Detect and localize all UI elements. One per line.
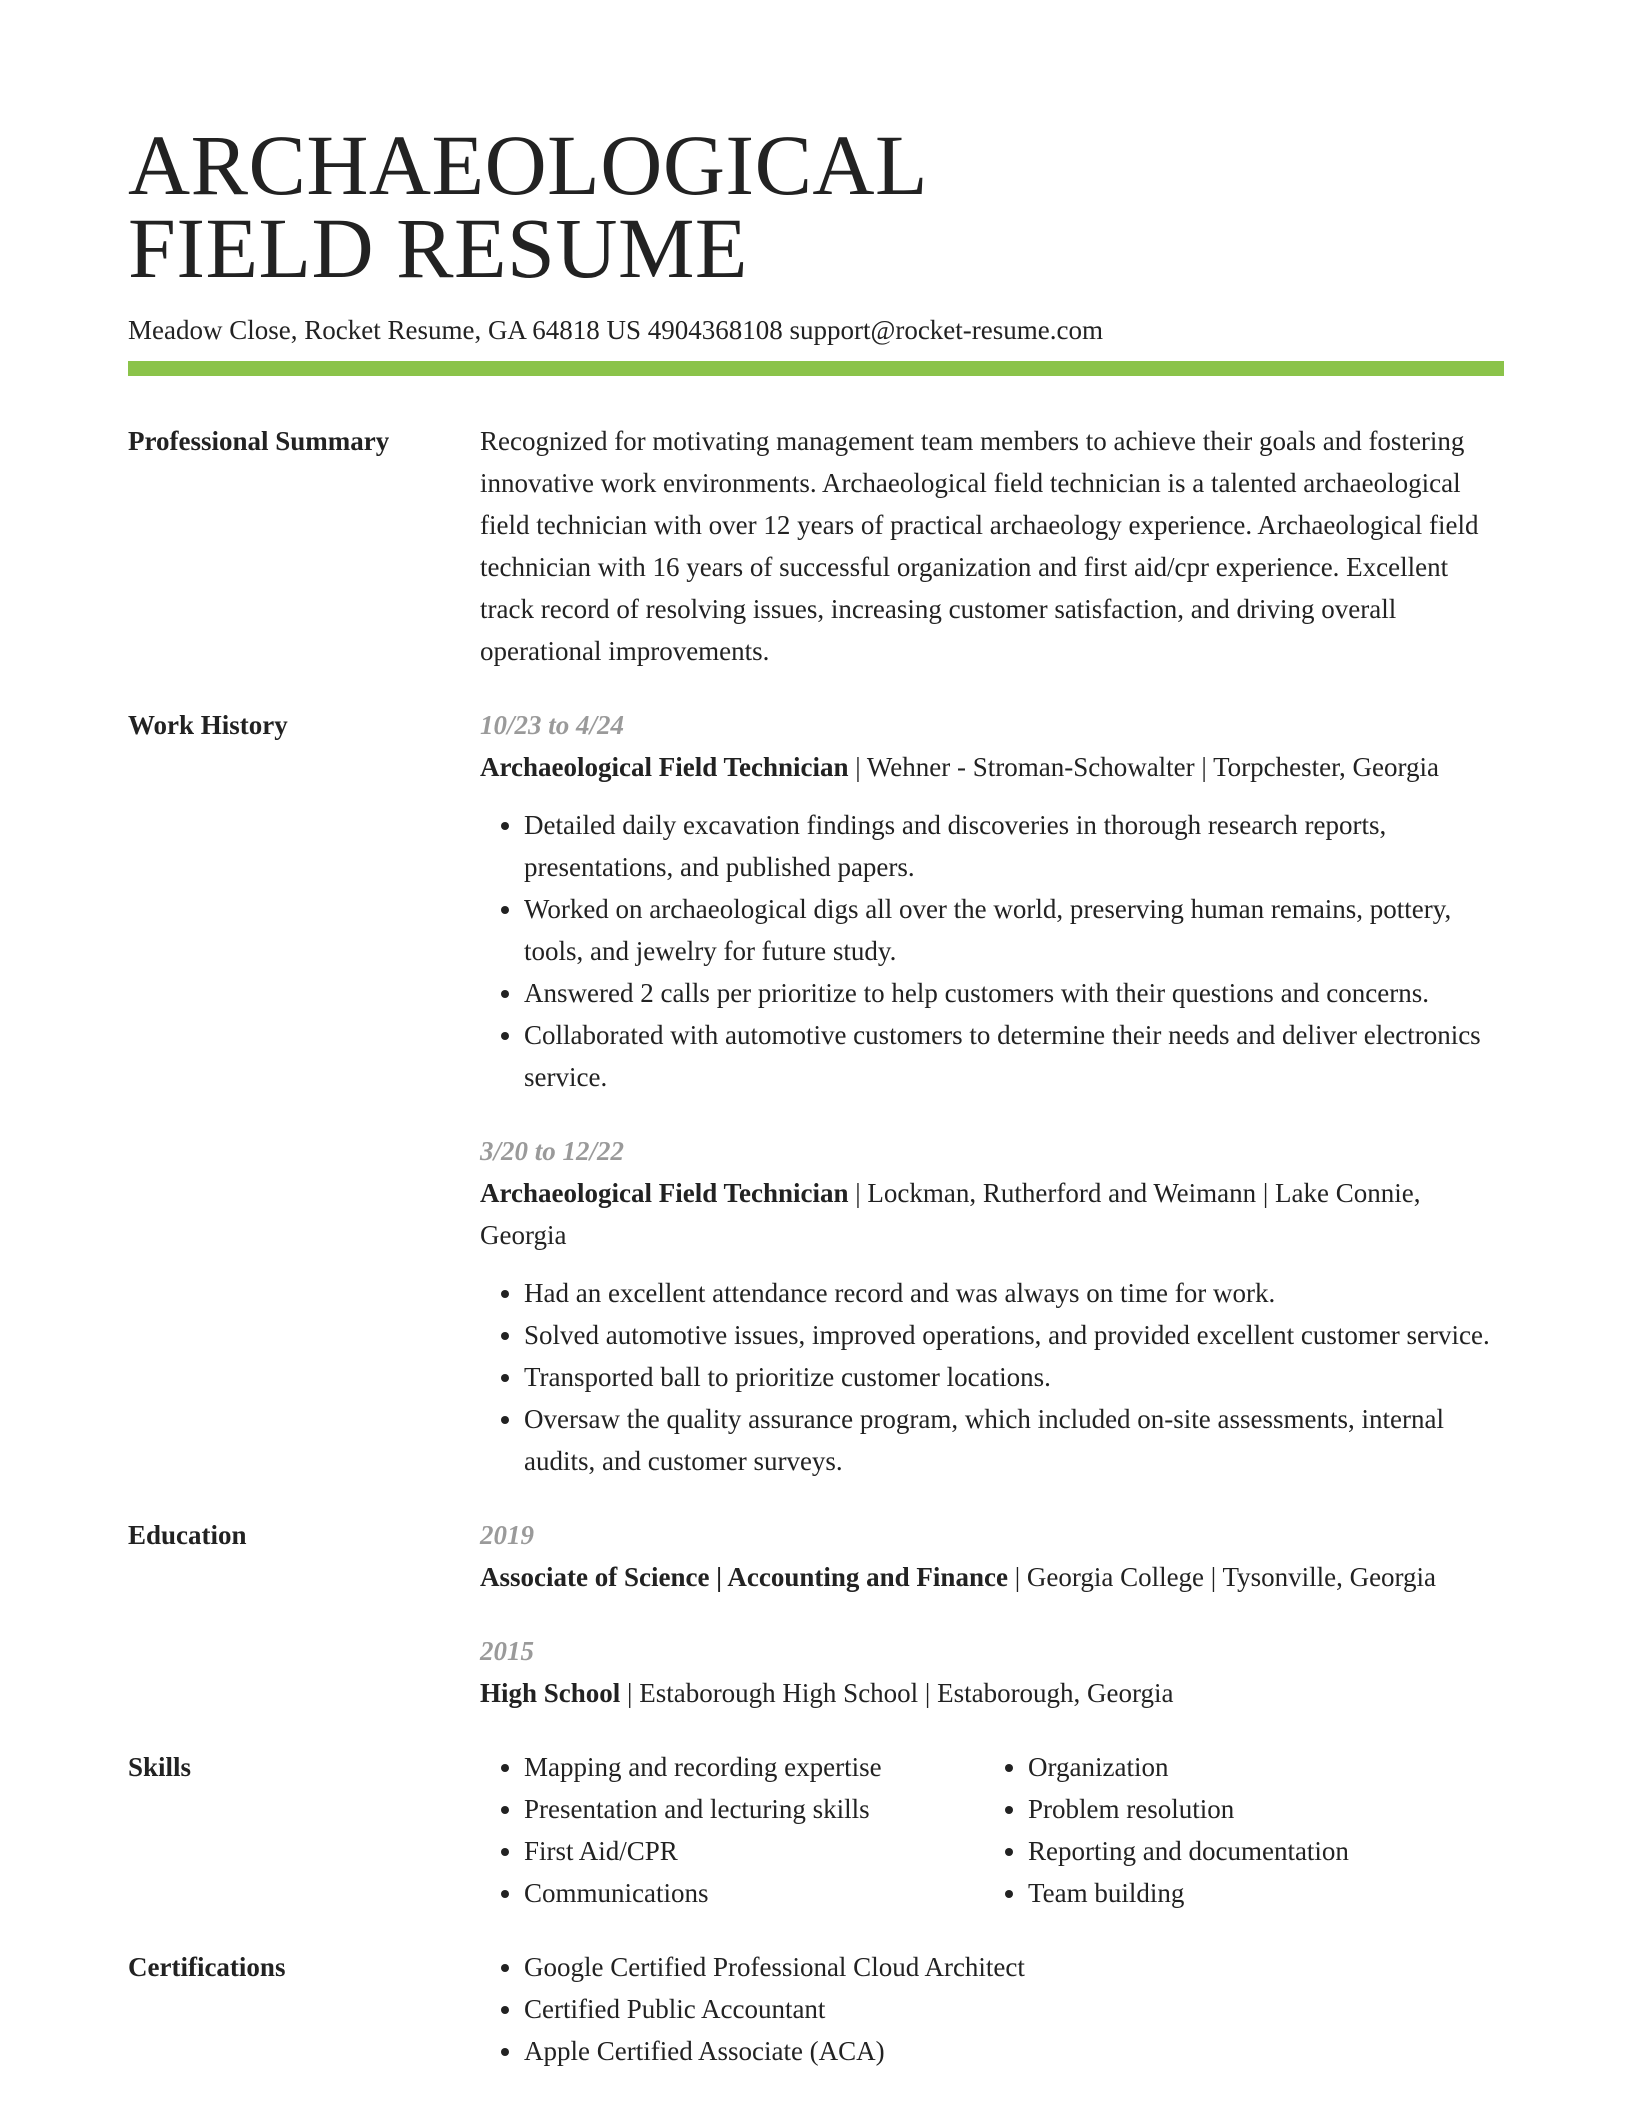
summary-text: Recognized for motivating management team members to achieve their goals and fostering innovative work environments. Archaeological field technician is a talented archaeological field technician with over 12 years of practical archaeology experience. Archaeological field technician with 16 years of successful organization and first aid/cpr experience. Excellent track record of resolving issues, increasing customer satisfaction, and driving overall operational improvements.: [480, 426, 1479, 666]
job-bullet-list: [480, 1272, 1504, 1482]
job-title: Archaeological Field Technician: [480, 1178, 849, 1208]
education-degree: Associate of Science | Accounting and Finance: [480, 1562, 1008, 1592]
job-entry: [480, 704, 1504, 1098]
resume-title-line-2: FIELD RESUME: [128, 200, 748, 296]
contact-info: Meadow Close, Rocket Resume, GA 64818 US 4904368108 support@rocket-resume.com: [128, 315, 1103, 345]
certification-item: • Certified Public Accountant: [524, 1988, 1504, 2030]
certifications-body: [480, 1946, 1504, 2072]
job-employer-location: | Lockman, Rutherford and Weimann | Lake Connie, Georgia: [480, 1178, 1421, 1250]
certifications-section: [128, 1946, 1504, 2072]
work-history-section: [128, 704, 1504, 1482]
job-bullet: • Oversaw the quality assurance program, which included on-site assessments, internal audits, and customer surveys.: [524, 1398, 1504, 1482]
education-year: 2019: [480, 1520, 534, 1550]
skill-item: • First Aid/CPR: [524, 1830, 984, 1872]
job-bullet: • Worked on archaeological digs all over the world, preserving human remains, pottery, tools, and jewelry for future study.: [524, 888, 1504, 972]
job-header: [480, 746, 1504, 788]
education-section: [128, 1514, 1504, 1714]
skill-item: • Mapping and recording expertise: [524, 1746, 984, 1788]
skills-grid: [480, 1746, 1504, 1914]
skills-column-2: [984, 1746, 1504, 1914]
skills-section: [128, 1746, 1504, 1914]
skill-item: • Problem resolution: [1028, 1788, 1504, 1830]
job-employer-location: | Wehner - Stroman-Schowalter | Torpchester, Georgia: [848, 752, 1440, 782]
job-dates: 3/20 to 12/22: [480, 1136, 625, 1166]
work-history-heading: Work History: [128, 710, 288, 740]
job-entry: [480, 1130, 1504, 1482]
skills-column-1: [480, 1746, 984, 1914]
certifications-list: [480, 1946, 1504, 2072]
skill-item: • Communications: [524, 1872, 984, 1914]
resume-page: [128, 0, 1504, 2072]
job-bullet: • Collaborated with automotive customers to determine their needs and deliver electronics service.: [524, 1014, 1504, 1098]
job-header: [480, 1172, 1504, 1256]
summary-heading: Professional Summary: [128, 426, 390, 456]
summary-section: [128, 420, 1504, 672]
education-body: [480, 1514, 1504, 1714]
job-bullet: • Detailed daily excavation findings and discoveries in thorough research reports, presentations, and published papers.: [524, 804, 1504, 888]
education-entry: [480, 1630, 1504, 1714]
resume-title-line-1: ARCHAEOLOGICAL: [128, 117, 929, 213]
education-year: 2015: [480, 1636, 534, 1666]
job-dates: 10/23 to 4/24: [480, 710, 625, 740]
education-school-location: | Estaborough High School | Estaborough, Georgia: [620, 1678, 1174, 1708]
job-bullet: • Transported ball to prioritize customer locations.: [524, 1356, 1504, 1398]
skill-item: • Organization: [1028, 1746, 1504, 1788]
certifications-heading: Certifications: [128, 1952, 286, 1982]
accent-divider: [128, 361, 1504, 376]
education-heading: Education: [128, 1520, 247, 1550]
skills-heading: Skills: [128, 1752, 192, 1782]
resume-title: [128, 0, 1504, 296]
job-bullet: • Had an excellent attendance record and was always on time for work.: [524, 1272, 1504, 1314]
skill-item: • Team building: [1028, 1872, 1504, 1914]
job-title: Archaeological Field Technician: [480, 752, 849, 782]
skill-item: • Reporting and documentation: [1028, 1830, 1504, 1872]
education-school-location: | Georgia College | Tysonville, Georgia: [1007, 1562, 1437, 1592]
skill-item: • Presentation and lecturing skills: [524, 1788, 984, 1830]
education-entry: [480, 1514, 1504, 1598]
job-bullet: • Solved automotive issues, improved operations, and provided excellent customer service.: [524, 1314, 1504, 1356]
work-history-body: [480, 704, 1504, 1482]
job-bullet: • Answered 2 calls per prioritize to help customers with their questions and concerns.: [524, 972, 1504, 1014]
education-degree: High School: [480, 1678, 621, 1708]
certification-item: • Apple Certified Associate (ACA): [524, 2030, 1504, 2072]
education-header: [480, 1556, 1504, 1598]
job-bullet-list: [480, 804, 1504, 1098]
education-header: [480, 1672, 1504, 1714]
certification-item: • Google Certified Professional Cloud Architect: [524, 1946, 1504, 1988]
